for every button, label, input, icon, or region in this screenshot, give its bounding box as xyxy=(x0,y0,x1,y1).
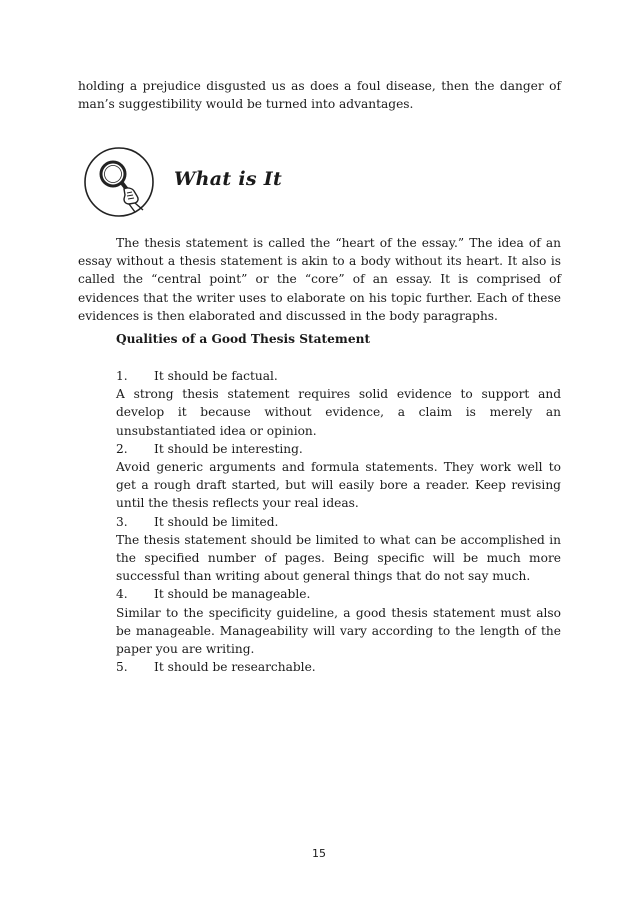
list-item xyxy=(116,585,561,658)
list-item xyxy=(116,513,561,586)
item-number: 2. xyxy=(116,441,128,456)
qualities-heading: Qualities of a Good Thesis Statement xyxy=(116,332,371,346)
item-description: Similar to the specificity guideline, a good thesis statement must also be manageable. Manageability will vary according to the length of the paper you are writing. xyxy=(116,605,561,657)
item-description: Avoid generic arguments and formula statements. They work well to get a rough draft started, but will easily bore a reader. Keep revising until the thesis reflects your real ideas. xyxy=(116,460,561,511)
section-header xyxy=(83,146,383,218)
qualities-list xyxy=(116,367,561,676)
list-item xyxy=(116,658,561,676)
list-item xyxy=(116,367,561,440)
item-title: It should be limited. xyxy=(154,514,279,529)
item-title: It should be manageable. xyxy=(154,587,311,602)
magnifying-glass-icon xyxy=(83,146,155,218)
item-description: A strong thesis statement requires solid evidence to support and develop it because without evidence, a claim is merely an unsubstantiated idea or opinion. xyxy=(116,387,561,438)
item-number: 4. xyxy=(116,587,128,602)
page-number: 15 xyxy=(312,847,326,860)
item-title: It should be factual. xyxy=(154,369,278,383)
item-number: 5. xyxy=(116,660,128,675)
intro-paragraph: holding a prejudice disgusted us as does a foul disease, then the danger of man’s suggestibility would be turned into advantages. xyxy=(78,79,561,112)
item-title: It should be researchable. xyxy=(154,660,316,675)
section-title: What is It xyxy=(174,168,283,190)
item-description: The thesis statement should be limited to what can be accomplished in the specified number of pages. Being specific will be much more successful than writing about general things that do not say much. xyxy=(116,532,561,584)
list-item xyxy=(116,440,561,513)
item-number: 3. xyxy=(116,514,128,529)
body-paragraph: The thesis statement is called the “heart of the essay.” The idea of an essay without a thesis statement is akin to a body without its heart. It also is called the “central point” or the “core” of an essay. It is comprised of evidences that the writer uses to elaborate on his topic further. Each of these evidences is then elaborated and discussed in the body paragraphs. xyxy=(78,236,561,323)
item-number: 1. xyxy=(116,369,128,383)
item-title: It should be interesting. xyxy=(154,441,303,456)
